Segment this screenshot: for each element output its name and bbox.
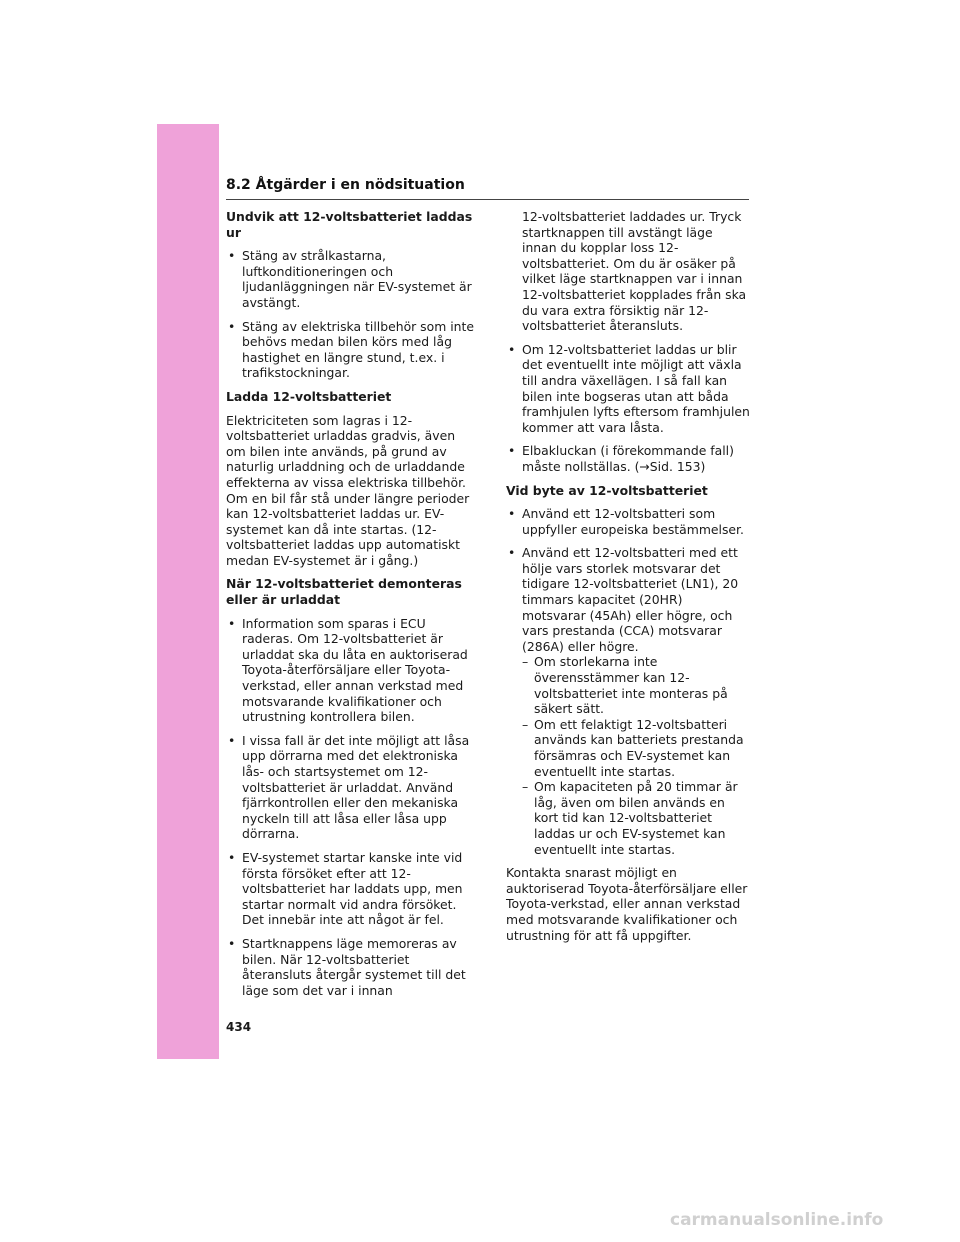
bullet-item: • Stäng av strålkastarna, luftkonditioneringen och ljudanläggningen när EV-systemet är avstängt.: [226, 248, 478, 310]
bullet-item: • Om 12-voltsbatteriet laddas ur blir det eventuellt inte möjligt att växla till andra växellägen. I så fall kan bilen inte bogseras utan att båda framhjulen lyfts eftersom framhjulen kommer att vara låsta.: [506, 342, 750, 436]
bullet-list-removed-cont: [506, 209, 750, 475]
paragraph-contact: Kontakta snarast möjligt en auktoriserad Toyota-återförsäljare eller Toyota-verkstad, eller annan verkstad med motsvarande kvalifikationer och utrustning för att få uppgifter.: [506, 865, 748, 943]
watermark: carmanualsonline.info: [670, 1210, 884, 1230]
page-number: 434: [226, 1020, 252, 1034]
section-tab-strip: [157, 124, 219, 1059]
bullet-item: • Startknappens läge memoreras av bilen. När 12-voltsbatteriet återansluts återgår systemet till det läge som det var i innan: [226, 936, 478, 998]
bullet-item: • Elbakluckan (i förekommande fall) måste nollställas. (→Sid. 153): [506, 443, 750, 474]
bullet-item: • Information som sparas i ECU raderas. Om 12-voltsbatteriet är urladdat ska du låta en auktoriserad Toyota-återförsäljare eller Toyota-verkstad, eller annan verkstad med motsvarande kvalifikationer och utrustning kontrollera bilen.: [226, 616, 478, 725]
right-column: [506, 209, 750, 951]
left-column: [226, 209, 478, 1006]
heading-avoid-discharge: Undvik att 12-voltsbatteriet laddas ur: [226, 209, 473, 240]
bullet-text: Använd ett 12-voltsbatteri med ett hölje vars storlek motsvarar det tidigare 12-voltsbatteriet (LN1), 20 timmars kapacitet (20HR) motsvarar (45Ah) eller högre, och vars prestanda (CCA) motsvarar (286A) eller högre.: [522, 545, 739, 654]
bullet-continuation: 12-voltsbatteriet laddades ur. Tryck startknappen till avstängt läge innan du kopplar loss 12-voltsbatteriet. Om du är osäker på vilket läge startknappen var i innan 12-voltsbatteriet kopplades från ska du vara extra försiktig när 12-voltsbatteriet återansluts.: [522, 209, 747, 334]
bullet-item: • Stäng av elektriska tillbehör som inte behövs medan bilen körs med låg hastighet en längre stund, t.ex. i trafikstockningar.: [226, 319, 478, 381]
dash-item: – Om kapaciteten på 20 timmar är låg, även om bilen används en kort tid kan 12-voltsbatteriet laddas ur och EV-systemet kan eventuellt inte startas.: [506, 779, 750, 857]
bullet-item: [506, 545, 750, 857]
heading-replace: Vid byte av 12-voltsbatteriet: [506, 482, 708, 498]
bullet-item: • Använd ett 12-voltsbatteri som uppfyller europeiska bestämmelser.: [506, 506, 750, 537]
dash-item: – Om ett felaktigt 12-voltsbatteri används kan batteriets prestanda försämras och EV-systemet kan eventuellt inte startas.: [506, 717, 750, 779]
bullet-list-removed: [226, 616, 478, 999]
bullet-list-replace: [506, 506, 750, 857]
section-title: 8.2 Åtgärder i en nödsituation: [226, 177, 465, 193]
dash-item: – Om storlekarna inte överensstämmer kan 12-voltsbatteriet inte monteras på säkert sätt.: [506, 654, 750, 716]
paragraph-charge: Elektriciteten som lagras i 12-voltsbatteriet urladdas gradvis, även om bilen inte används, på grund av naturlig urladdning och de urladdande effekterna av vissa elektriska tillbehör. Om en bil får stå under längre perioder kan 12-voltsbatteriet laddas ur. EV-systemet kan då inte startas. (12-voltsbatteriet laddas upp automatiskt medan EV-systemet är i gång.): [226, 412, 470, 568]
bullet-item: • I vissa fall är det inte möjligt att låsa upp dörrarna med det elektroniska lås- och startsystemet om 12-voltsbatteriet är urladdat. Använd fjärrkontrollen eller den mekaniska nyckeln till att låsa eller låsa upp dörrarna.: [226, 733, 478, 842]
header-divider: [226, 199, 749, 200]
bullet-item: • EV-systemet startar kanske inte vid första försöket efter att 12-voltsbatteriet har laddats upp, men startar normalt vid andra försöket. Det innebär inte att något är fel.: [226, 850, 478, 928]
heading-charge: Ladda 12-voltsbatteriet: [226, 388, 392, 404]
heading-removed: När 12-voltsbatteriet demonteras eller är urladdat: [226, 576, 462, 608]
bullet-list-avoid: [226, 248, 478, 381]
dash-list: [506, 654, 750, 857]
